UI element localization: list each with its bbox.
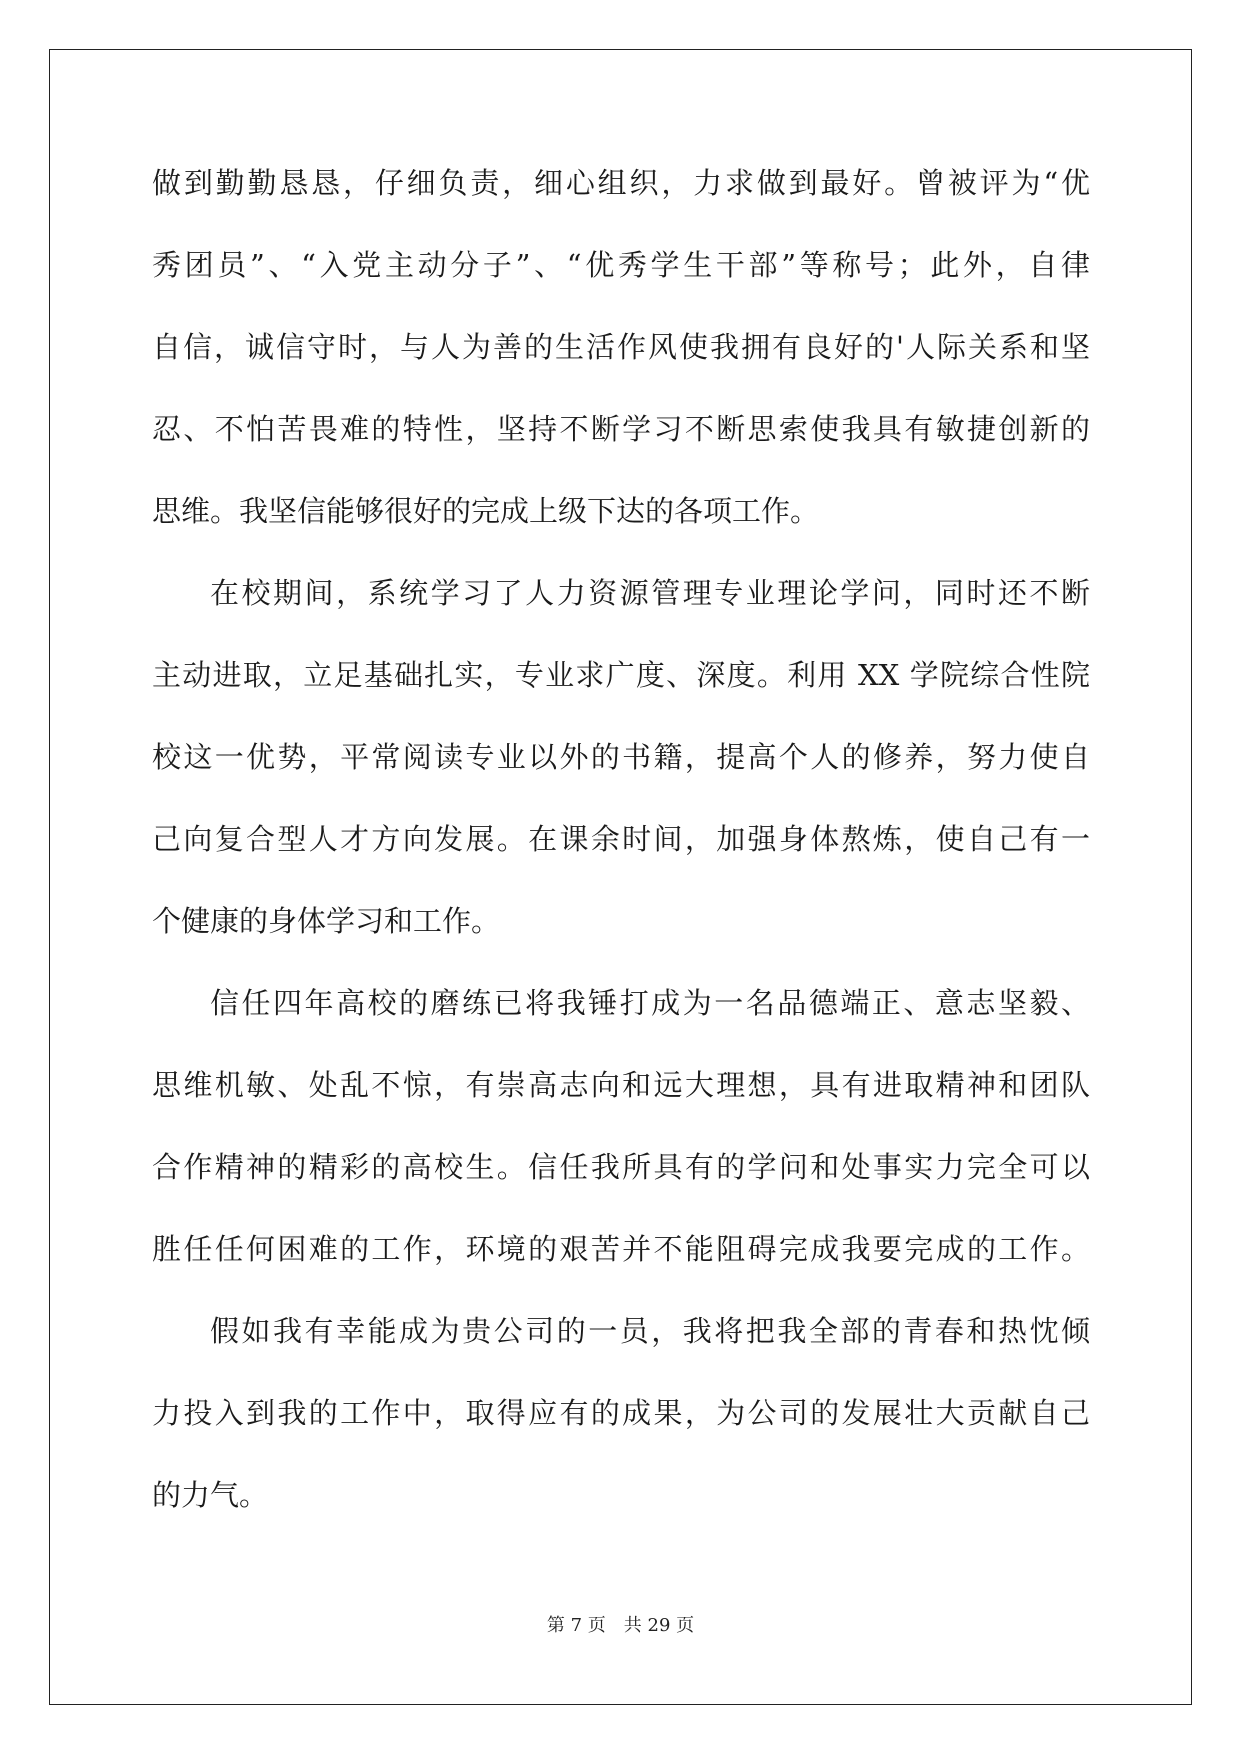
document-body — [152, 154, 1090, 1548]
text-line: 主动进取，立足基础扎实，专业求广度、深度。利用 XX 学院综合性院 — [152, 658, 1090, 692]
text-line: 个健康的身体学习和工作。 — [152, 904, 501, 938]
text-line: 忍、不怕苦畏难的特性，坚持不断学习不断思索使我具有敏捷创新的 — [152, 412, 1090, 446]
text-line: 秀团员”、“入党主动分子”、“优秀学生干部”等称号；此外，自律 — [152, 248, 1090, 282]
text-line: 自信，诚信守时，与人为善的生活作风使我拥有良好的'人际关系和坚 — [152, 330, 1090, 364]
text-line: 合作精神的精彩的高校生。信任我所具有的学问和处事实力完全可以 — [152, 1150, 1090, 1184]
text-line: 在校期间，系统学习了人力资源管理专业理论学问，同时还不断 — [210, 576, 1090, 610]
text-line: 己向复合型人才方向发展。在课余时间，加强身体熬炼，使自己有一 — [152, 822, 1090, 856]
text-line: 思维。我坚信能够很好的完成上级下达的各项工作。 — [152, 494, 820, 528]
text-line: 力投入到我的工作中，取得应有的成果，为公司的发展壮大贡献自己 — [152, 1396, 1090, 1430]
text-line: 胜任任何困难的工作，环境的艰苦并不能阻碍完成我要完成的工作。 — [152, 1232, 1090, 1266]
text-line: 假如我有幸能成为贵公司的一员，我将把我全部的青春和热忱倾 — [210, 1314, 1090, 1348]
page-number-footer: 第 7 页 共 29 页 — [546, 1615, 695, 1636]
text-line: 的力气。 — [152, 1478, 269, 1512]
text-line: 做到勤勤恳恳，仔细负责，细心组织，力求做到最好。曾被评为“优 — [152, 166, 1090, 200]
text-line: 思维机敏、处乱不惊，有崇高志向和远大理想，具有进取精神和团队 — [152, 1068, 1090, 1102]
text-line: 校这一优势，平常阅读专业以外的书籍，提高个人的修养，努力使自 — [152, 740, 1090, 774]
text-line: 信任四年高校的磨练已将我锤打成为一名品德端正、意志坚毅、 — [210, 986, 1090, 1020]
